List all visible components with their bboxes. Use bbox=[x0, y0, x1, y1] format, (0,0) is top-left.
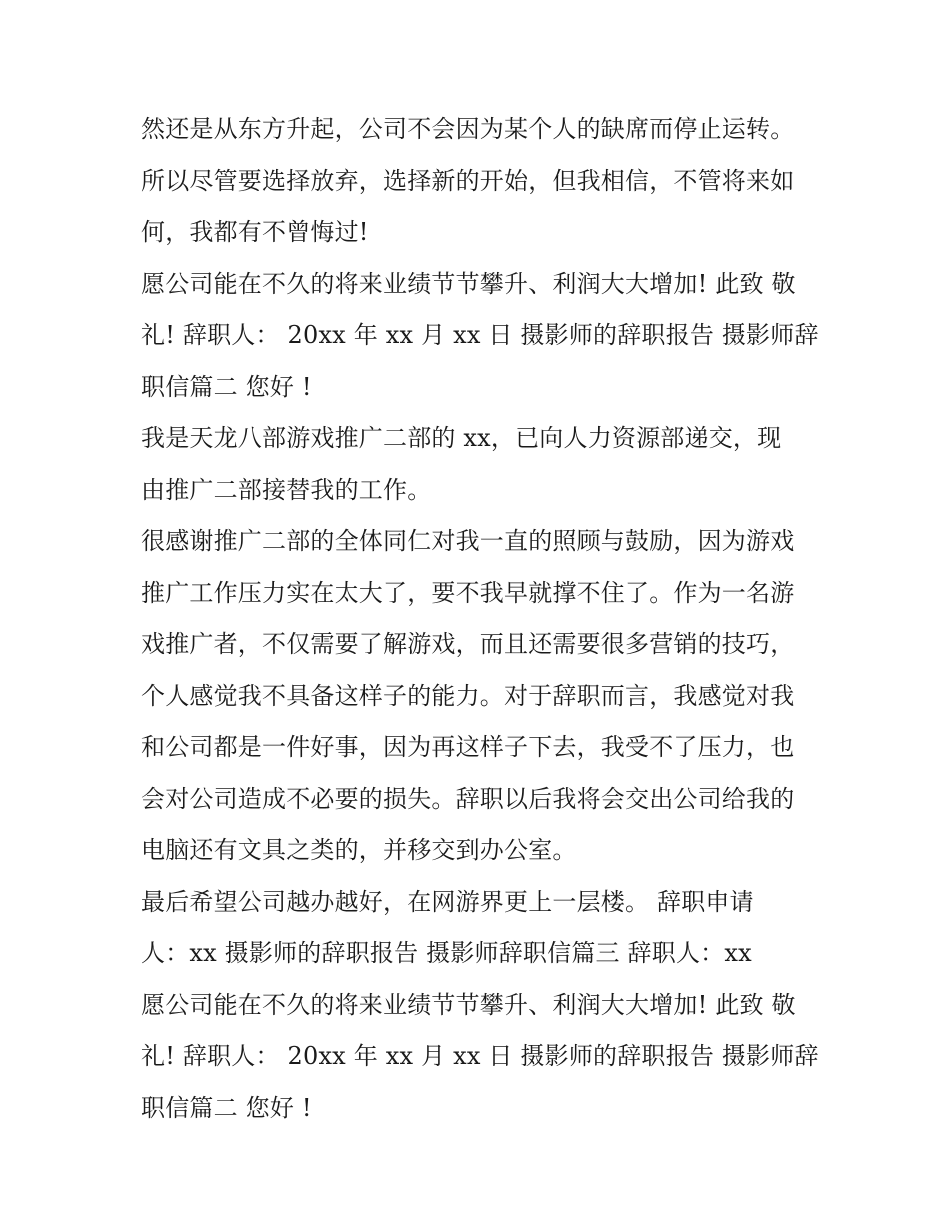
text-line: 愿公司能在不久的将来业绩节节攀升、利润大大增加! 此致 敬 bbox=[141, 269, 796, 298]
text-line: 人：xx 摄影师的辞职报告 摄影师辞职信篇三 辞职人：xx bbox=[141, 939, 752, 967]
text-line: 然还是从东方升起，公司不会因为某个人的缺席而停止运转。 bbox=[141, 115, 795, 143]
text-line: 礼! 辞职人： 20xx 年 xx 月 xx 日 摄影师的辞职报告 摄影师辞 bbox=[141, 1042, 819, 1070]
text-line: 何，我都有不曾悔过! bbox=[141, 218, 369, 246]
text-line: 个人感觉我不具备这样子的能力。对于辞职而言，我感觉对我 bbox=[141, 681, 795, 710]
text-line: 和公司都是一件好事，因为再这样子下去，我受不了压力，也 bbox=[141, 733, 795, 761]
text-line: 我是天龙八部游戏推广二部的 xx，已向人力资源部递交，现 bbox=[141, 424, 782, 452]
text-line: 职信篇二 您好 ! bbox=[141, 1093, 312, 1122]
text-line: 由推广二部接替我的工作。 bbox=[141, 475, 432, 504]
text-line: 职信篇二 您好 ! bbox=[141, 372, 312, 401]
text-line: 愿公司能在不久的将来业绩节节攀升、利润大大增加! 此致 敬 bbox=[141, 990, 796, 1019]
body-text bbox=[141, 104, 821, 1134]
text-line: 推广工作压力实在太大了，要不我早就撑不住了。作为一名游 bbox=[141, 578, 795, 607]
text-line: 所以尽管要选择放弃，选择新的开始，但我相信，不管将来如 bbox=[141, 166, 795, 195]
text-line: 戏推广者，不仅需要了解游戏，而且还需要很多营销的技巧， bbox=[141, 630, 795, 658]
text-line: 礼! 辞职人： 20xx 年 xx 月 xx 日 摄影师的辞职报告 摄影师辞 bbox=[141, 321, 819, 349]
text-line: 会对公司造成不必要的损失。辞职以后我将会交出公司给我的 bbox=[141, 784, 795, 813]
text-line: 很感谢推广二部的全体同仁对我一直的照顾与鼓励，因为游戏 bbox=[141, 527, 795, 555]
text-line: 电脑还有文具之类的，并移交到办公室。 bbox=[141, 836, 577, 864]
text-line: 最后希望公司越办越好，在网游界更上一层楼。 辞职申请 bbox=[141, 887, 754, 916]
